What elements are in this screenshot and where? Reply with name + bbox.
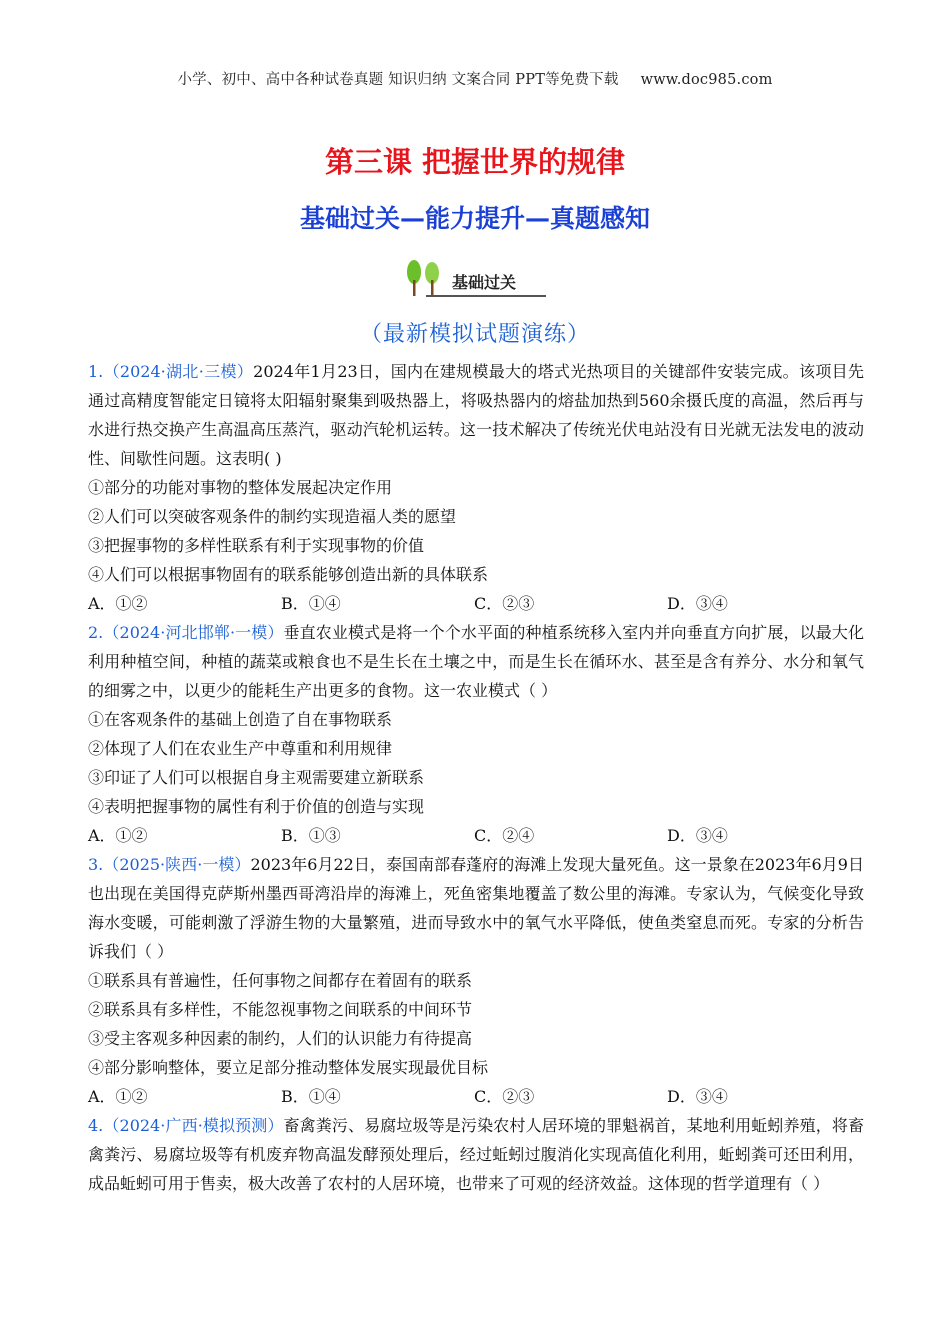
statement-option: ①联系具有普遍性，任何事物之间都存在着固有的联系 — [88, 971, 473, 990]
choice-c[interactable]: C．②③ — [474, 594, 535, 613]
statement-option: ①部分的功能对事物的整体发展起决定作用 — [88, 478, 393, 497]
header-text: 小学、初中、高中各种试卷真题 知识归纳 文案合同 PPT等免费下载 — [177, 72, 619, 88]
question-stem — [88, 1111, 864, 1198]
question-text: 畜禽粪污、易腐垃圾等是污染农村人居环境的罪魁祸首，某地利用蚯蚓养殖，将畜禽粪污、易腐垃圾等有机废弃物高温发酵预处理后，经过蚯蚓过腹消化实现高值化利用，蚯蚓粪可还田利用，成品蚯蚓可用于售卖，极大改善了农村的人居环境，也带来了可观的经济效益。这体现的哲学道理有（ ） — [88, 1116, 864, 1193]
statement-option: ④表明把握事物的属性有利于价值的创造与实现 — [88, 797, 425, 816]
statement-option: ③印证了人们可以根据自身主观需要建立新联系 — [88, 768, 425, 787]
question-stem — [88, 618, 864, 705]
question-source: 3.（2025·陕西·一模） — [88, 855, 251, 874]
answer-choices — [88, 1082, 864, 1111]
statement-option: ③把握事物的多样性联系有利于实现事物的价值 — [88, 536, 425, 555]
section-badge — [402, 258, 552, 300]
page-title: 第三课 把握世界的规律 — [324, 145, 626, 179]
statement-option: ④人们可以根据事物固有的联系能够创造出新的具体联系 — [88, 565, 489, 584]
choice-a[interactable]: A．①② — [88, 826, 148, 845]
answer-choices — [88, 589, 864, 618]
tree-icon — [402, 258, 448, 298]
badge-label: 基础过关 — [452, 273, 517, 292]
statement-option: ③受主客观多种因素的制约，人们的认识能力有待提高 — [88, 1029, 473, 1048]
question — [88, 618, 864, 850]
question-source: 2.（2024·河北邯郸·一模） — [88, 623, 284, 642]
statement-option: ②人们可以突破客观条件的制约实现造福人类的愿望 — [88, 507, 457, 526]
question-stem — [88, 850, 864, 966]
question-text: 垂直农业模式是将一个个水平面的种植系统移入室内并向垂直方向扩展，以最大化利用种植空间，种植的蔬菜或粮食也不是生长在土壤之中，而是生长在循环水、甚至是含有养分、水分和氧气的细雾之中，以更少的能耗生产出更多的食物。这一农业模式（ ） — [88, 623, 864, 700]
header-site[interactable]: www.doc985.com — [640, 72, 773, 88]
answer-choices — [88, 821, 864, 850]
statement-option: ④部分影响整体，要立足部分推动整体发展实现最优目标 — [88, 1058, 489, 1077]
question-text: 2023年6月22日，泰国南部春蓬府的海滩上发现大量死鱼。这一景象在2023年6月9日也出现在美国得克萨斯州墨西哥湾沿岸的海滩上，死鱼密集地覆盖了数公里的海滩。专家认为，气候变化导致海水变暖，可能刺激了浮游生物的大量繁殖，进而导致水中的氧气水平降低，使鱼类窒息而死。专家的分析告诉我们（ ） — [88, 855, 864, 961]
question-text: 2024年1月23日，国内在建规模最大的塔式光热项目的关键部件安装完成。该项目先通过高精度智能定日镜将太阳辐射聚集到吸热器上，将吸热器内的熔盐加热到560余摄氏度的高温，然后再与水进行热交换产生高温高压蒸汽，驱动汽轮机运转。这一技术解决了传统光伏电站没有日光就无法发电的波动性、间歇性问题。这表明( ) — [88, 362, 864, 468]
statement-option: ②体现了人们在农业生产中尊重和利用规律 — [88, 739, 393, 758]
question — [88, 357, 864, 618]
choice-c[interactable]: C．②③ — [474, 1087, 535, 1106]
page-subtitle: 基础过关—能力提升—真题感知 — [299, 204, 650, 233]
choice-a[interactable]: A．①② — [88, 1087, 148, 1106]
choice-b[interactable]: B．①④ — [281, 594, 341, 613]
section-heading: （最新模拟试题演练） — [359, 322, 590, 347]
badge-underline — [426, 295, 546, 297]
question — [88, 850, 864, 1111]
question-list — [88, 357, 864, 1198]
choice-a[interactable]: A．①② — [88, 594, 148, 613]
choice-d[interactable]: D．③④ — [667, 826, 728, 845]
statement-option: ①在客观条件的基础上创造了自在事物联系 — [88, 710, 393, 729]
page-header — [0, 68, 950, 89]
statement-option: ②联系具有多样性，不能忽视事物之间联系的中间环节 — [88, 1000, 473, 1019]
question — [88, 1111, 864, 1198]
choice-b[interactable]: B．①③ — [281, 826, 341, 845]
choice-b[interactable]: B．①④ — [281, 1087, 341, 1106]
choice-d[interactable]: D．③④ — [667, 594, 728, 613]
question-stem — [88, 357, 864, 473]
question-source: 1.（2024·湖北·三模） — [88, 362, 254, 381]
question-source: 4.（2024·广西·模拟预测） — [88, 1116, 284, 1135]
choice-d[interactable]: D．③④ — [667, 1087, 728, 1106]
choice-c[interactable]: C．②④ — [474, 826, 535, 845]
